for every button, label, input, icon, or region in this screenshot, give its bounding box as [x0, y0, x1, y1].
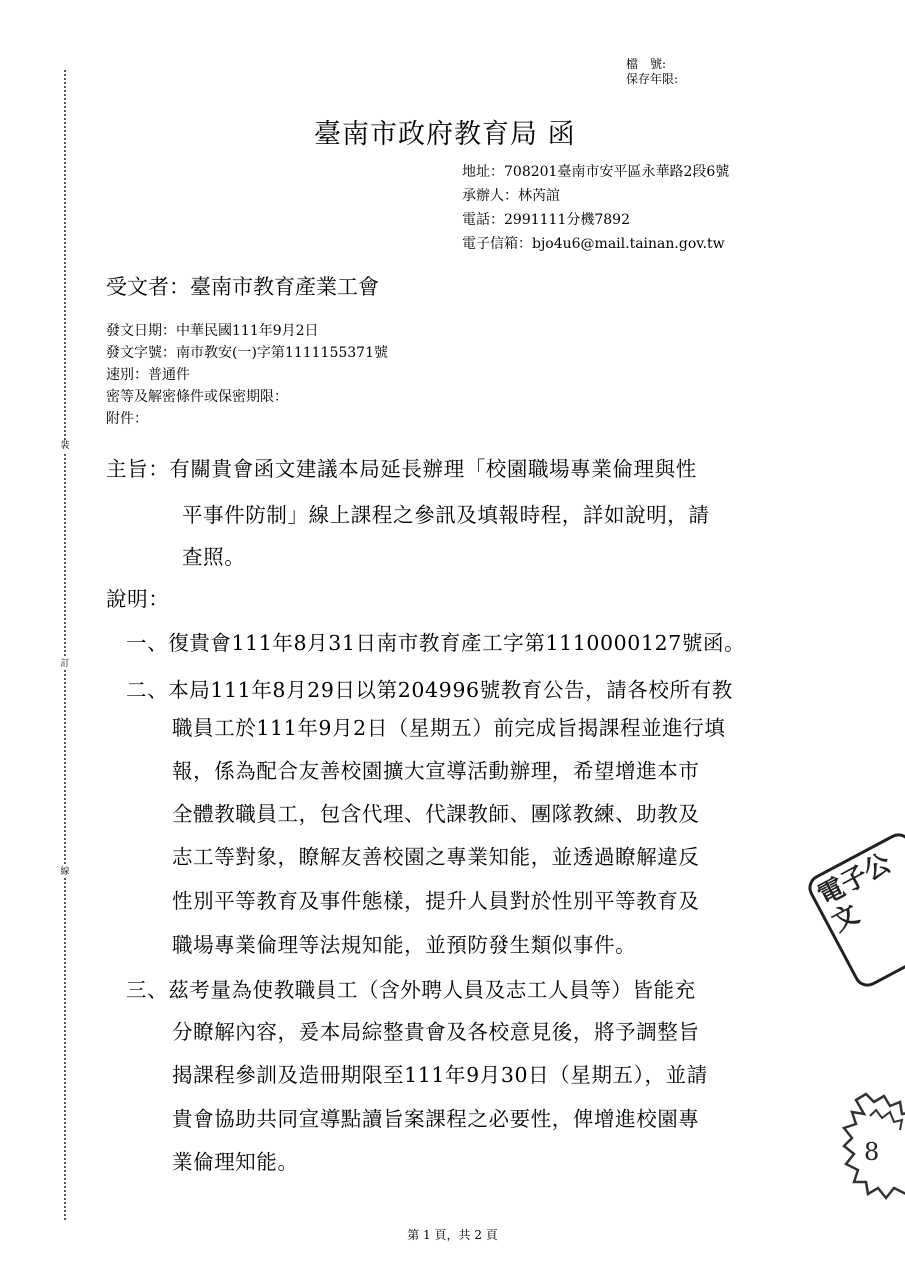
page-footer: 第 1 頁，共 2 頁	[407, 1228, 498, 1242]
document-title: 臺南市政府教育局 函	[314, 119, 576, 150]
explanation-item-2-line: 全體教職員工，包含代理、代課教師、團隊教練、助教及	[172, 802, 700, 826]
dispatch-number: 發文字號：南市教安(一)字第1111155371號	[106, 345, 388, 361]
explanation-item-3-line: 分瞭解內容，爰本局綜整貴會及各校意見後，將予調整旨	[172, 1020, 700, 1044]
subject-line: 主旨：有關貴會函文建議本局延長辦理「校園職場專業倫理與性	[106, 457, 697, 481]
electronic-document-stamp: 電子公文	[804, 828, 905, 991]
explanation-item-3-line: 業倫理知能。	[172, 1150, 299, 1174]
explanation-item-2-line: 職員工於111年9月2日（星期五）前完成旨揭課程並進行填	[172, 716, 726, 740]
dispatch-date: 發文日期：中華民國111年9月2日	[106, 323, 319, 339]
seal-number: 8	[864, 1138, 880, 1166]
dispatch-attachment: 附件：	[106, 411, 148, 427]
contact-address: 地址：708201臺南市安平區永華路2段6號	[462, 164, 730, 180]
contact-handler: 承辦人：林芮誼	[462, 188, 560, 204]
subject-line: 查照。	[182, 545, 246, 569]
contact-phone: 電話：2991111分機7892	[462, 212, 630, 228]
contact-email: 電子信箱：bjo4u6@mail.tainan.gov.tw	[462, 236, 725, 252]
explanation-item-2-line: 志工等對象，瞭解友善校園之專業知能，並透過瞭解違反	[172, 845, 700, 869]
official-seal-edge	[836, 1090, 905, 1200]
explanation-item-2-line: 二、本局111年8月29日以第204996號教育公告，請各校所有教	[126, 678, 733, 702]
explanation-item-3-line: 三、茲考量為使教職員工（含外聘人員及志工人員等）皆能充	[126, 978, 696, 1002]
file-number-label: 檔 號:	[626, 57, 667, 71]
binding-char-bind: 裝	[58, 440, 72, 452]
retention-label: 保存年限:	[626, 72, 679, 86]
dispatch-secrecy: 密等及解密條件或保密期限：	[106, 389, 288, 405]
subject-line: 平事件防制」線上課程之參訊及填報時程，詳如說明，請	[182, 503, 710, 527]
explanation-item-3-line: 貴會協助共同宣導點讀旨案課程之必要性，俾增進校園專	[172, 1107, 700, 1131]
recipient: 受文者：臺南市教育產業工會	[106, 275, 379, 299]
explanation-item-2-line: 職場專業倫理等法規知能，並預防發生類似事件。	[172, 933, 637, 957]
explanation-item-2-line: 報，係為配合友善校園擴大宣導活動辦理，希望增進本市	[172, 759, 700, 783]
explanation-item-2-line: 性別平等教育及事件態樣，提升人員對於性別平等教育及	[172, 889, 700, 913]
binding-char-staple: 訂	[58, 658, 72, 670]
binding-margin-line	[64, 70, 66, 1220]
explanation-heading: 說明：	[106, 587, 170, 611]
explanation-item-1: 一、復貴會111年8月31日南市教育產工字第1110000127號函。	[126, 631, 746, 655]
binding-char-line: 線	[58, 866, 72, 878]
dispatch-speed: 速別：普通件	[106, 367, 190, 383]
explanation-item-3-line: 揭課程參訓及造冊期限至111年9月30日（星期五），並請	[172, 1063, 708, 1087]
